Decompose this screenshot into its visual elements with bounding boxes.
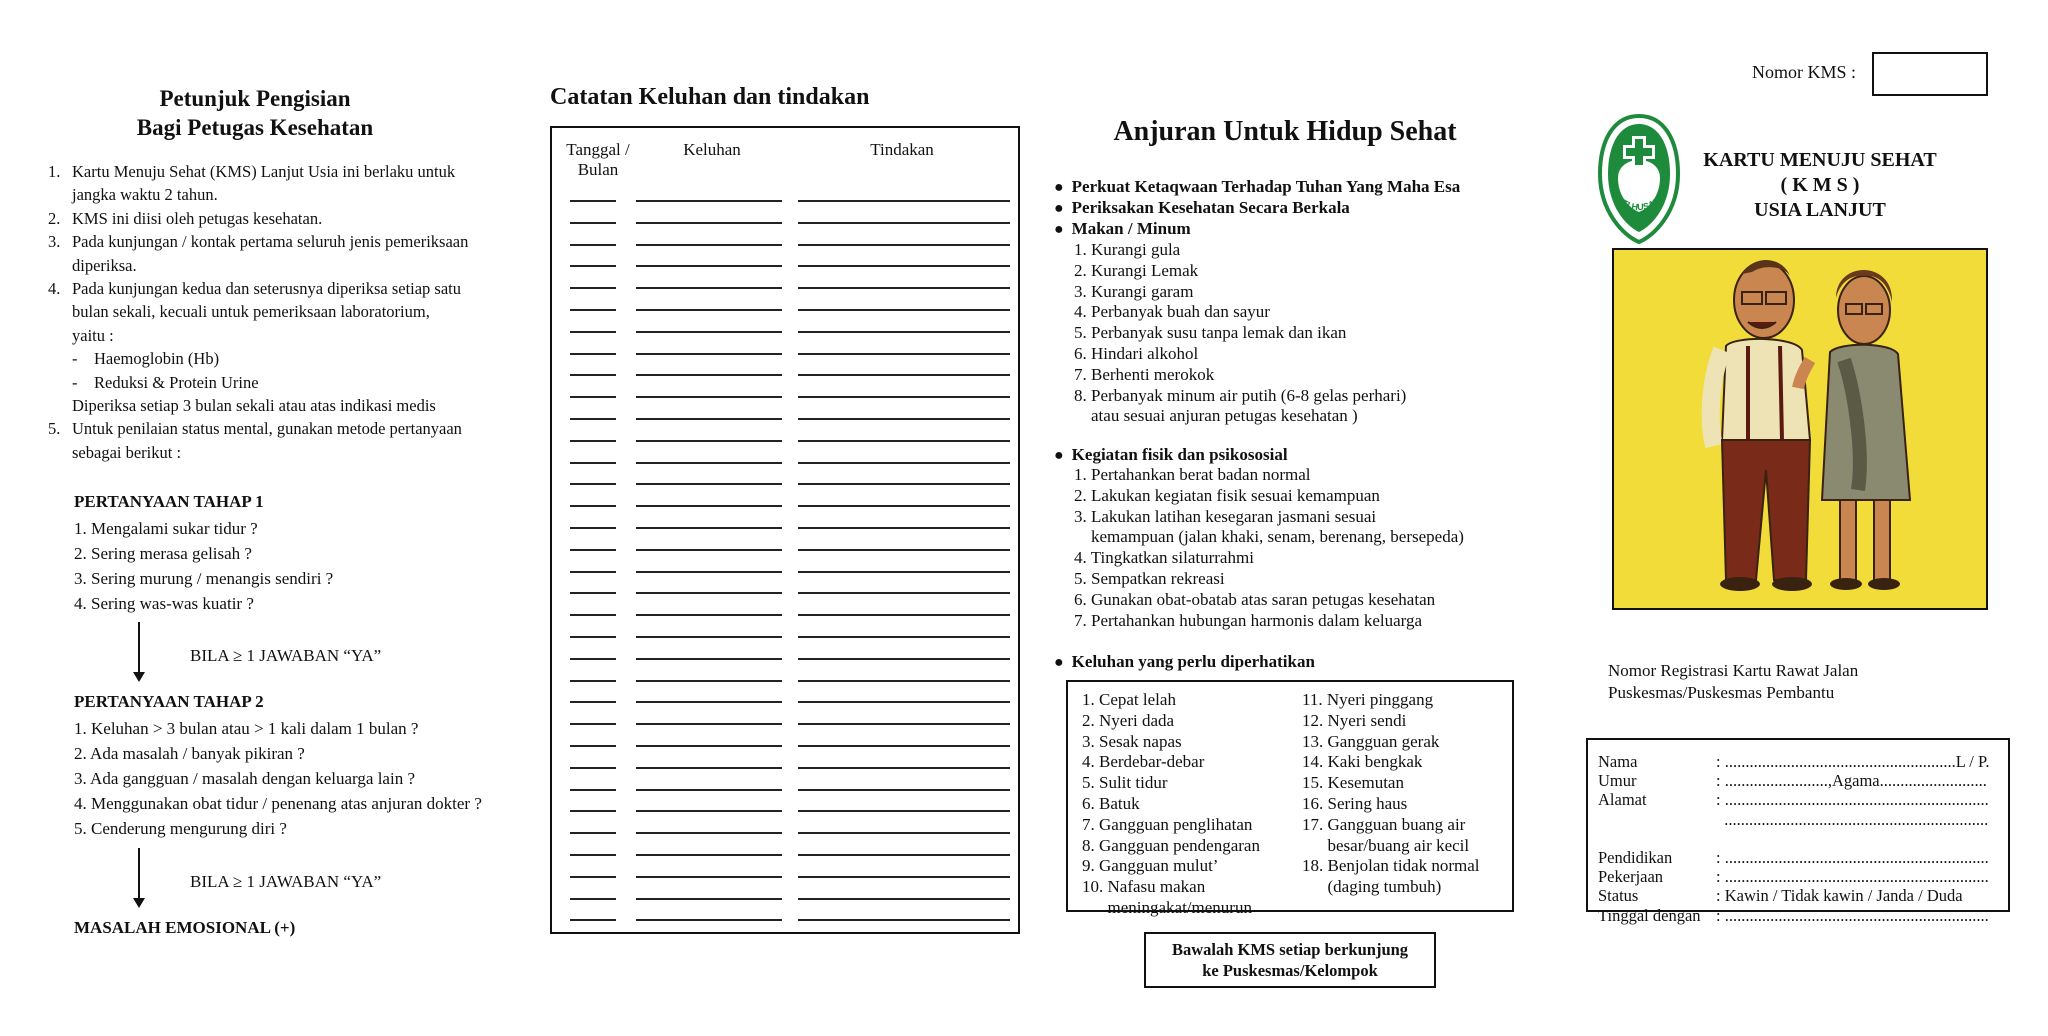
logo-text: BAKTI HUSADA xyxy=(1607,186,1667,213)
food-item: 6. Hindari alkohol xyxy=(1074,343,1199,363)
log-date-line[interactable] xyxy=(570,200,616,202)
log-date-line[interactable] xyxy=(570,309,616,311)
log-complaint-line[interactable] xyxy=(636,723,782,725)
complaint-item: 1. Cepat lelah xyxy=(1082,690,1176,709)
bring-kms-note-line1: Bawalah KMS setiap berkunjung xyxy=(1171,940,1409,959)
complaint-item: 15. Kesemutan xyxy=(1302,773,1404,793)
log-date-line[interactable] xyxy=(570,418,616,420)
stage2-question: 4. Menggunakan obat tidur / penenang atas anjuran dokter ? xyxy=(74,794,482,813)
instruction-step xyxy=(48,417,528,464)
activity-item: 4. Tingkatkan silaturrahmi xyxy=(1074,548,1254,568)
log-date-line[interactable] xyxy=(570,745,616,747)
instruction-step-line: Untuk penilaian status mental, gunakan metode pertanyaan xyxy=(72,419,462,439)
log-action-line[interactable] xyxy=(798,374,1010,376)
log-action-line[interactable] xyxy=(798,549,1010,551)
log-complaint-line[interactable] xyxy=(636,222,782,224)
instruction-step xyxy=(48,230,528,277)
log-complaint-line[interactable] xyxy=(636,462,782,464)
kms-number-field[interactable] xyxy=(1872,52,1988,96)
log-date-line[interactable] xyxy=(570,898,616,900)
log-date-line[interactable] xyxy=(570,636,616,638)
log-complaint-line[interactable] xyxy=(636,789,782,791)
instruction-step-line: Pada kunjungan kedua dan seterusnya diperiksa setiap satu xyxy=(72,279,462,299)
stage1-condition: BILA ≥ 1 JAWABAN “YA” xyxy=(190,646,382,665)
log-date-line[interactable] xyxy=(570,767,616,769)
instruction-step-line: diperiksa. xyxy=(72,255,137,275)
log-date-line[interactable] xyxy=(570,462,616,464)
log-date-line[interactable] xyxy=(570,723,616,725)
log-action-line[interactable] xyxy=(798,658,1010,660)
log-action-line[interactable] xyxy=(798,876,1010,878)
instruction-step-line: - Reduksi & Protein Urine xyxy=(72,372,259,392)
log-date-line[interactable] xyxy=(570,440,616,442)
complaint-item: 13. Gangguan gerak xyxy=(1302,731,1440,751)
food-item: 7. Berhenti merokok xyxy=(1074,364,1215,384)
log-complaint-line[interactable] xyxy=(636,309,782,311)
log-title: Catatan Keluhan dan tindakan xyxy=(550,84,870,110)
identity-field-value[interactable]: : ................................................................ xyxy=(1716,867,1989,887)
stage2-question: 5. Cenderung mengurung diri ? xyxy=(74,819,287,838)
emotional-problem-result: MASALAH EMOSIONAL (+) xyxy=(74,918,296,937)
log-date-line[interactable] xyxy=(570,614,616,616)
log-action-line[interactable] xyxy=(798,440,1010,442)
instruction-step xyxy=(48,160,528,207)
instruction-step-number: 1. xyxy=(48,162,61,181)
complaint-item: 14. Kaki bengkak xyxy=(1302,752,1423,772)
log-complaint-line[interactable] xyxy=(636,636,782,638)
identity-field-value[interactable]: : ................................................................ xyxy=(1716,905,1989,925)
log-action-line[interactable] xyxy=(798,832,1010,834)
log-action-line[interactable] xyxy=(798,462,1010,464)
log-complaint-line[interactable] xyxy=(636,767,782,769)
log-complaint-line[interactable] xyxy=(636,440,782,442)
log-complaint-line[interactable] xyxy=(636,592,782,594)
complaint-item: 11. Nyeri pinggang xyxy=(1302,690,1434,709)
log-action-line[interactable] xyxy=(798,309,1010,311)
log-date-line[interactable] xyxy=(570,832,616,834)
log-complaint-line[interactable] xyxy=(636,287,782,289)
log-complaint-line[interactable] xyxy=(636,483,782,485)
stage1-questions xyxy=(74,516,333,616)
elderly-couple-picture xyxy=(1614,250,1986,608)
bring-kms-note xyxy=(1144,932,1436,988)
stage2-question: 3. Ada gangguan / masalah dengan keluarga lain ? xyxy=(74,769,415,788)
log-complaint-line[interactable] xyxy=(636,527,782,529)
card-title-line1: KARTU MENUJU SEHAT xyxy=(1703,149,1937,171)
identity-field-label: Umur xyxy=(1598,771,1637,791)
log-action-line[interactable] xyxy=(798,854,1010,856)
log-action-line[interactable] xyxy=(798,592,1010,594)
log-action-line[interactable] xyxy=(798,701,1010,703)
food-item: atau sesuai anjuran petugas kesehatan ) xyxy=(1074,406,1358,426)
instruction-step-line: KMS ini diisi oleh petugas kesehatan. xyxy=(72,208,323,228)
identity-field-value[interactable]: : ........................................................L / P. xyxy=(1716,752,1990,771)
log-date-line[interactable] xyxy=(570,353,616,355)
log-date-line[interactable] xyxy=(570,658,616,660)
log-action-line[interactable] xyxy=(798,723,1010,725)
instruction-step-line: Diperiksa setiap 3 bulan sekali atau atas indikasi medis xyxy=(72,396,436,416)
card-title-line2: ( K M S ) xyxy=(1780,174,1860,196)
identity-field-label: Pekerjaan xyxy=(1598,867,1664,887)
activity-item: 1. Pertahankan berat badan normal xyxy=(1074,465,1311,484)
instructions-title-line2: Bagi Petugas Kesehatan xyxy=(136,115,374,140)
log-date-line[interactable] xyxy=(570,919,616,921)
log-complaint-line[interactable] xyxy=(636,505,782,507)
log-complaint-line[interactable] xyxy=(636,701,782,703)
complaint-item: 4. Berdebar-debar xyxy=(1082,752,1205,772)
identity-field-label: Nama xyxy=(1598,752,1638,771)
log-complaint-line[interactable] xyxy=(636,353,782,355)
log-action-line[interactable] xyxy=(798,265,1010,267)
log-action-line[interactable] xyxy=(798,745,1010,747)
registration-note-line2: Puskesmas/Puskesmas Pembantu xyxy=(1608,683,1835,702)
log-action-line[interactable] xyxy=(798,353,1010,355)
log-action-line[interactable] xyxy=(798,789,1010,791)
log-complaint-line[interactable] xyxy=(636,244,782,246)
instruction-step xyxy=(48,277,528,417)
log-date-line[interactable] xyxy=(570,374,616,376)
complaints-right xyxy=(1302,690,1480,898)
log-complaint-line[interactable] xyxy=(636,680,782,682)
log-date-line[interactable] xyxy=(570,571,616,573)
instruction-step-number: 2. xyxy=(48,208,61,228)
instruction-step xyxy=(48,207,528,230)
log-action-line[interactable] xyxy=(798,636,1010,638)
instruction-step-line: Pada kunjungan / kontak pertama seluruh jenis pemeriksaan xyxy=(72,232,469,252)
stage2-question: 1. Keluhan > 3 bulan atau > 1 kali dalam 1 bulan ? xyxy=(74,719,419,738)
complaint-item: 16. Sering haus xyxy=(1302,793,1408,813)
log-complaint-line[interactable] xyxy=(636,571,782,573)
log-complaint-line[interactable] xyxy=(636,331,782,333)
identity-field-value[interactable]: ................................................................ xyxy=(1716,809,1989,829)
food-item: 2. Kurangi Lemak xyxy=(1074,260,1199,280)
advice-bullet-activity: ● Kegiatan fisik dan psikososial xyxy=(1054,444,1288,466)
complaint-item: 3. Sesak napas xyxy=(1082,731,1182,751)
log-complaint-line[interactable] xyxy=(636,549,782,551)
instructions-title-line1: Petunjuk Pengisian xyxy=(159,86,351,111)
patient-identity-box xyxy=(1586,738,2010,925)
log-action-line[interactable] xyxy=(798,810,1010,812)
log-date-line[interactable] xyxy=(570,854,616,856)
stage1-arrow xyxy=(138,622,140,680)
log-action-line[interactable] xyxy=(798,898,1010,900)
instruction-step-line: - Haemoglobin (Hb) xyxy=(72,349,220,369)
instruction-step-line: sebagai berikut : xyxy=(72,442,182,462)
instruction-step-line: yaitu : xyxy=(72,325,114,345)
activity-item: 3. Lakukan latihan kesegaran jasmani sesuai xyxy=(1074,506,1377,526)
identity-field-value[interactable]: : ................................................................ xyxy=(1716,847,1989,867)
complaints-box xyxy=(1066,680,1514,917)
log-complaint-line[interactable] xyxy=(636,265,782,267)
log-action-line[interactable] xyxy=(798,919,1010,921)
column-header-complaint: Keluhan xyxy=(683,140,741,159)
log-date-line[interactable] xyxy=(570,505,616,507)
log-date-line[interactable] xyxy=(570,483,616,485)
log-action-line[interactable] xyxy=(798,505,1010,507)
activity-item: 7. Pertahankan hubungan harmonis dalam keluarga xyxy=(1074,610,1423,630)
log-complaint-line[interactable] xyxy=(636,418,782,420)
log-action-line[interactable] xyxy=(798,767,1010,769)
stage1-question: 3. Sering murung / menangis sendiri ? xyxy=(74,569,334,588)
complaint-item: meningakat/menurun xyxy=(1082,897,1252,917)
log-action-line[interactable] xyxy=(798,200,1010,202)
advice-bullet-checkup: ● Periksakan Kesehatan Secara Berkala xyxy=(1054,197,1350,219)
stage2-arrow xyxy=(138,848,140,906)
log-date-line[interactable] xyxy=(570,701,616,703)
complaint-item: (daging tumbuh) xyxy=(1302,877,1442,897)
log-date-line[interactable] xyxy=(570,810,616,812)
log-date-line[interactable] xyxy=(570,592,616,594)
instruction-step-number: 3. xyxy=(48,232,61,252)
log-action-line[interactable] xyxy=(798,614,1010,616)
complaint-item: 18. Benjolan tidak normal xyxy=(1302,856,1480,876)
advice-bullet-complaints: ● Keluhan yang perlu diperhatikan xyxy=(1054,651,1315,673)
log-date-line[interactable] xyxy=(570,265,616,267)
log-action-line[interactable] xyxy=(798,527,1010,529)
log-complaint-line[interactable] xyxy=(636,854,782,856)
stage1-title: PERTANYAAN TAHAP 1 xyxy=(74,492,264,511)
bring-kms-note-line2: ke Puskesmas/Kelompok xyxy=(1202,961,1378,980)
complaint-item: 6. Batuk xyxy=(1082,793,1140,813)
identity-field-label: Status xyxy=(1598,886,1639,906)
stage2-questions xyxy=(74,716,482,841)
stage1-question: 4. Sering was-was kuatir ? xyxy=(74,594,254,613)
log-action-line[interactable] xyxy=(798,244,1010,246)
log-date-line[interactable] xyxy=(570,549,616,551)
log-date-line[interactable] xyxy=(570,680,616,682)
food-item: 1. Kurangi gula xyxy=(1074,240,1181,259)
log-complaint-line[interactable] xyxy=(636,658,782,660)
column-header-date xyxy=(558,140,638,180)
complaint-item: 5. Sulit tidur xyxy=(1082,773,1168,793)
identity-field-value[interactable]: : .........................,Agama.......................... xyxy=(1716,771,1987,791)
advice-title: Anjuran Untuk Hidup Sehat xyxy=(1113,116,1457,147)
log-action-line[interactable] xyxy=(798,331,1010,333)
registration-note xyxy=(1608,660,1858,704)
instruction-step-line: Kartu Menuju Sehat (KMS) Lanjut Usia ini berlaku untuk xyxy=(72,162,456,181)
log-date-line[interactable] xyxy=(570,244,616,246)
kms-number-label: Nomor KMS : xyxy=(1752,62,1857,82)
bakti-husada-logo xyxy=(1594,112,1684,244)
activity-item: kemampuan (jalan khaki, senam, berenang, bersepeda) xyxy=(1074,527,1464,547)
activity-list xyxy=(1074,465,1464,631)
log-complaint-line[interactable] xyxy=(636,876,782,878)
log-action-line[interactable] xyxy=(798,287,1010,289)
log-date-line[interactable] xyxy=(570,396,616,398)
log-action-line[interactable] xyxy=(798,222,1010,224)
complaint-item: 9. Gangguan mulut’ xyxy=(1082,856,1219,876)
log-complaint-line[interactable] xyxy=(636,832,782,834)
log-date-line[interactable] xyxy=(570,331,616,333)
log-date-line[interactable] xyxy=(570,287,616,289)
complaint-item: 10. Nafasu makan xyxy=(1082,877,1206,897)
log-complaint-line[interactable] xyxy=(636,810,782,812)
stage2-question: 2. Ada masalah / banyak pikiran ? xyxy=(74,744,305,763)
complaint-item: besar/buang air kecil xyxy=(1302,835,1470,855)
registration-note-line1: Nomor Registrasi Kartu Rawat Jalan xyxy=(1608,661,1859,680)
instructions-title xyxy=(100,84,410,142)
log-date-line[interactable] xyxy=(570,876,616,878)
log-complaint-line[interactable] xyxy=(636,374,782,376)
log-complaint-line[interactable] xyxy=(636,745,782,747)
log-action-line[interactable] xyxy=(798,680,1010,682)
activity-item: 2. Lakukan kegiatan fisik sesuai kemampuan xyxy=(1074,485,1380,505)
advice-bullet-food: ● Makan / Minum xyxy=(1054,218,1191,240)
food-item: 5. Perbanyak susu tanpa lemak dan ikan xyxy=(1074,323,1347,343)
instruction-step-line: jangka waktu 2 tahun. xyxy=(72,185,218,205)
log-date-line[interactable] xyxy=(570,222,616,224)
complaint-item: 8. Gangguan pendengaran xyxy=(1082,835,1260,855)
identity-field-label: Pendidikan xyxy=(1598,847,1673,867)
instruction-step-line: bulan sekali, kecuali untuk pemeriksaan laboratorium, xyxy=(72,302,430,322)
instruction-steps xyxy=(48,160,528,464)
food-item: 8. Perbanyak minum air putih (6-8 gelas perhari) xyxy=(1074,385,1407,405)
column-header-date-line1: Tanggal / xyxy=(566,140,630,159)
complaint-item: 7. Gangguan penglihatan xyxy=(1082,814,1253,834)
card-title-line3: USIA LANJUT xyxy=(1754,199,1886,221)
identity-field-value[interactable]: : ................................................................ xyxy=(1716,790,1989,810)
instruction-step-number: 5. xyxy=(48,419,61,439)
food-item: 3. Kurangi garam xyxy=(1074,281,1194,301)
complaint-item: 2. Nyeri dada xyxy=(1082,710,1175,730)
log-action-line[interactable] xyxy=(798,418,1010,420)
stage1-question: 2. Sering merasa gelisah ? xyxy=(74,544,252,563)
log-complaint-line[interactable] xyxy=(636,919,782,921)
food-list xyxy=(1074,240,1406,427)
column-header-action: Tindakan xyxy=(870,140,934,159)
complaints-left xyxy=(1082,690,1260,919)
instruction-step-number: 4. xyxy=(48,279,61,299)
complaint-item: 17. Gangguan buang air xyxy=(1302,814,1466,834)
log-action-line[interactable] xyxy=(798,571,1010,573)
column-header-date-line2: Bulan xyxy=(577,160,619,179)
food-item: 4. Perbanyak buah dan sayur xyxy=(1074,302,1270,322)
identity-field-label: Alamat xyxy=(1598,790,1647,810)
elderly-couple-illustration xyxy=(1612,248,1988,610)
log-complaint-line[interactable] xyxy=(636,396,782,398)
card-title xyxy=(1690,148,1950,223)
stage1-question: 1. Mengalami sukar tidur ? xyxy=(74,519,258,538)
identity-field-value[interactable]: : Kawin / Tidak kawin / Janda / Duda xyxy=(1716,886,1963,906)
log-complaint-line[interactable] xyxy=(636,200,782,202)
activity-item: 6. Gunakan obat-obatab atas saran petugas kesehatan xyxy=(1074,589,1436,609)
advice-bullet-faith: ● Perkuat Ketaqwaan Terhadap Tuhan Yang Maha Esa xyxy=(1054,176,1460,198)
log-complaint-line[interactable] xyxy=(636,614,782,616)
log-date-line[interactable] xyxy=(570,789,616,791)
log-action-line[interactable] xyxy=(798,483,1010,485)
complaint-item: 12. Nyeri sendi xyxy=(1302,710,1407,730)
activity-item: 5. Sempatkan rekreasi xyxy=(1074,568,1225,588)
log-complaint-line[interactable] xyxy=(636,898,782,900)
log-table xyxy=(550,126,1020,934)
stage2-title: PERTANYAAN TAHAP 2 xyxy=(74,692,264,711)
log-date-line[interactable] xyxy=(570,527,616,529)
stage2-condition: BILA ≥ 1 JAWABAN “YA” xyxy=(190,872,382,891)
log-action-line[interactable] xyxy=(798,396,1010,398)
identity-field-label: Tinggal dengan xyxy=(1598,905,1701,925)
